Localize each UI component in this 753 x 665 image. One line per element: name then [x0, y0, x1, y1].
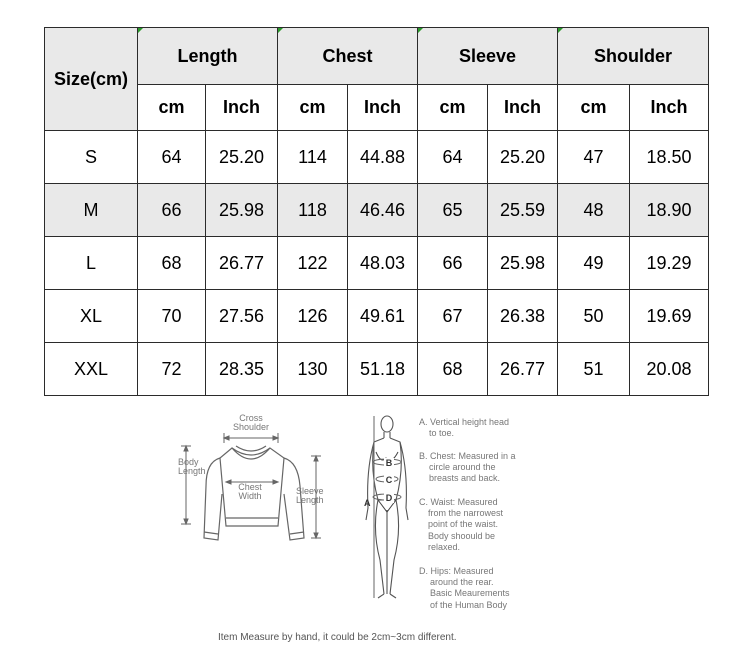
corner-mark-icon — [558, 28, 563, 33]
unit-header: Inch — [630, 85, 709, 131]
note-a: A. Vertical height head — [419, 417, 510, 427]
note-d: D. Hips: Measured — [419, 566, 494, 576]
cross-shoulder-arrow — [224, 433, 278, 443]
table-cell: 72 — [138, 343, 206, 396]
chest-width-label: Width — [238, 491, 262, 501]
group-header-chest: Chest — [278, 28, 418, 85]
table-cell: 65 — [418, 184, 488, 237]
size-chart-table — [44, 27, 709, 396]
unit-header: Inch — [488, 85, 558, 131]
cross-shoulder-label: Cross — [239, 413, 263, 423]
note-c: from the narrowest — [428, 508, 504, 518]
table-cell: 122 — [278, 237, 348, 290]
table-cell: 67 — [418, 290, 488, 343]
chest-width-label: Chest — [238, 482, 262, 492]
table-cell: 20.08 — [630, 343, 709, 396]
size-column-header: Size(cm) — [45, 28, 138, 131]
size-label: S — [45, 131, 138, 184]
unit-header: cm — [278, 85, 348, 131]
unit-header: cm — [558, 85, 630, 131]
table-cell: 18.50 — [630, 131, 709, 184]
note-b: breasts and back. — [429, 473, 501, 483]
table-cell: 51.18 — [348, 343, 418, 396]
table-cell: 25.59 — [488, 184, 558, 237]
note-b: circle around the — [429, 462, 496, 472]
table-cell: 48.03 — [348, 237, 418, 290]
marker-c: C — [385, 475, 393, 485]
table-cell: 27.56 — [206, 290, 278, 343]
corner-mark-icon — [278, 28, 283, 33]
marker-a: A — [364, 498, 371, 508]
table-row — [45, 290, 709, 343]
table-cell: 48 — [558, 184, 630, 237]
size-label: M — [45, 184, 138, 237]
corner-mark-icon — [138, 28, 143, 33]
table-cell: 68 — [138, 237, 206, 290]
corner-mark-icon — [418, 28, 423, 33]
measurement-footnote: Item Measure by hand, it could be 2cm~3cm different. — [218, 632, 457, 643]
table-cell: 66 — [138, 184, 206, 237]
unit-header: cm — [138, 85, 206, 131]
table-cell: 47 — [558, 131, 630, 184]
group-header-sleeve: Sleeve — [418, 28, 558, 85]
table-cell: 118 — [278, 184, 348, 237]
size-label: XL — [45, 290, 138, 343]
table-row — [45, 184, 709, 237]
human-body-icon — [366, 416, 408, 598]
measurement-diagram — [0, 400, 753, 632]
group-header-shoulder: Shoulder — [558, 28, 709, 85]
table-cell: 49 — [558, 237, 630, 290]
table-cell: 68 — [418, 343, 488, 396]
table-cell: 70 — [138, 290, 206, 343]
group-header-length: Length — [138, 28, 278, 85]
unit-header: Inch — [206, 85, 278, 131]
note-c: Body shoould be — [428, 531, 496, 541]
size-label: L — [45, 237, 138, 290]
unit-header: cm — [418, 85, 488, 131]
table-cell: 19.69 — [630, 290, 709, 343]
table-cell: 26.77 — [488, 343, 558, 396]
table-cell: 25.98 — [488, 237, 558, 290]
table-cell: 25.20 — [488, 131, 558, 184]
table-cell: 49.61 — [348, 290, 418, 343]
size-label: XXL — [45, 343, 138, 396]
table-cell: 46.46 — [348, 184, 418, 237]
table-cell: 50 — [558, 290, 630, 343]
body-length-label: Length — [178, 466, 206, 476]
note-b: B. Chest: Measured in a — [419, 451, 516, 461]
table-cell: 25.20 — [206, 131, 278, 184]
table-cell: 130 — [278, 343, 348, 396]
table-cell: 51 — [558, 343, 630, 396]
note-c: relaxed. — [428, 542, 461, 552]
marker-b: B — [385, 458, 393, 468]
table-cell: 114 — [278, 131, 348, 184]
body-length-label: Body — [178, 457, 199, 467]
sleeve-length-label: Sleeve — [296, 486, 324, 496]
unit-header: Inch — [348, 85, 418, 131]
note-a: to toe. — [429, 428, 455, 438]
note-c: C. Waist: Measured — [419, 497, 498, 507]
table-cell: 64 — [418, 131, 488, 184]
table-cell: 26.38 — [488, 290, 558, 343]
sleeve-length-label: Length — [296, 495, 324, 505]
note-d: Basic Meaurements — [430, 588, 510, 598]
table-cell: 28.35 — [206, 343, 278, 396]
note-c: point of the waist. — [428, 519, 499, 529]
table-cell: 64 — [138, 131, 206, 184]
table-cell: 18.90 — [630, 184, 709, 237]
table-row — [45, 131, 709, 184]
cross-shoulder-label: Shoulder — [232, 422, 270, 432]
table-cell: 19.29 — [630, 237, 709, 290]
table-cell: 66 — [418, 237, 488, 290]
table-cell: 126 — [278, 290, 348, 343]
table-cell: 25.98 — [206, 184, 278, 237]
table-row — [45, 237, 709, 290]
note-d: around the rear. — [430, 577, 494, 587]
marker-d: D — [385, 493, 393, 503]
table-cell: 26.77 — [206, 237, 278, 290]
note-d: of the Human Body — [430, 600, 508, 610]
table-row — [45, 343, 709, 396]
table-cell: 44.88 — [348, 131, 418, 184]
